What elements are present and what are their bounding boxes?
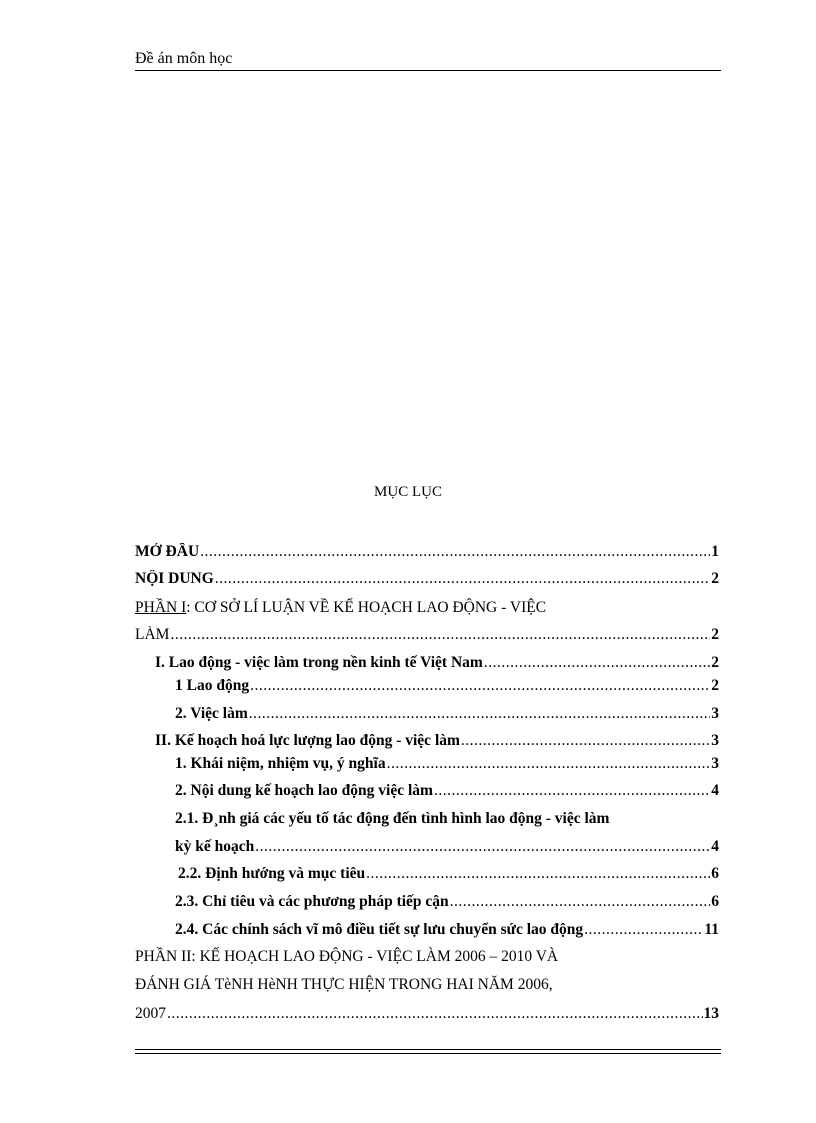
- toc-entry-text: 2007: [135, 1005, 166, 1022]
- leader-dots: [255, 838, 710, 856]
- toc-entry-text: 1 Lao động: [175, 677, 250, 694]
- toc-entry: [175, 705, 719, 723]
- toc-entry-text: I. Lao động - việc làm trong nền kinh tế Việt Nam: [155, 654, 483, 671]
- leader-dots: [387, 755, 711, 773]
- toc-entry-line1: 2.1. Đ¸nh giá các yếu tố tác động đến tình hình lao động - việc làm: [175, 810, 610, 827]
- leader-dots: [584, 921, 703, 939]
- footer-double-rule: [135, 1049, 721, 1054]
- toc-entry: [135, 543, 719, 561]
- toc-entry: [155, 732, 719, 750]
- toc-entry-text: MỞ ĐẦU: [135, 543, 200, 560]
- toc-entry: [135, 1005, 719, 1023]
- toc-entry: [175, 893, 719, 911]
- page-header: [135, 50, 721, 71]
- toc-entry-text: 2.3. Chỉ tiêu và các phương pháp tiếp cận: [175, 893, 449, 910]
- leader-dots: [200, 543, 710, 561]
- toc-entry-text: LÀM: [135, 626, 170, 643]
- toc-entry-line1: [135, 599, 719, 617]
- toc-entry-page: 4: [711, 782, 719, 799]
- toc-entry-page: 2: [711, 654, 719, 671]
- toc-entry-page: 6: [711, 893, 719, 910]
- toc-entry-page: 6: [711, 865, 719, 882]
- toc-entry: [135, 570, 719, 588]
- toc-entry-text: 2.4. Các chính sách vĩ mô điều tiết sự lưu chuyển sức lao động: [175, 921, 584, 938]
- toc-entry: [175, 677, 719, 695]
- toc-entry-page: 2: [711, 570, 719, 587]
- toc-entry-page: 11: [704, 921, 719, 938]
- toc-entry-line1: PHẦN II: KẾ HOẠCH LAO ĐỘNG - VIỆC LÀM 2006 – 2010 VÀ: [135, 948, 559, 965]
- toc-entry-text: 2. Nội dung kế hoạch lao động việc làm: [175, 782, 433, 799]
- toc-entry-page: 3: [711, 705, 719, 722]
- leader-dots: [249, 705, 711, 723]
- toc-entry-text: 2.2. Định hướng và mục tiêu: [178, 865, 366, 882]
- toc-entry-page: 4: [711, 838, 719, 855]
- toc-entry: [175, 755, 719, 773]
- toc-entry: [155, 654, 719, 672]
- toc-entry-text: NỘI DUNG: [135, 570, 214, 587]
- toc-entry-line2: ĐÁNH GIÁ TèNH HèNH THỰC HIỆN TRONG HAI NĂM 2006,: [135, 976, 553, 993]
- leader-dots: [450, 893, 711, 911]
- toc-entry-text: 2. Việc làm: [175, 705, 248, 722]
- toc-entry: [175, 921, 719, 939]
- toc-entry: [175, 838, 719, 856]
- toc-entry-page: 3: [711, 732, 719, 749]
- leader-dots: [484, 654, 710, 672]
- header-title: Đề án môn học: [135, 50, 233, 67]
- toc-entry-text: 1. Khái niệm, nhiệm vụ, ý nghĩa: [175, 755, 386, 772]
- leader-dots: [215, 570, 710, 588]
- leader-dots: [434, 782, 710, 800]
- toc-entry-text: kỳ kế hoạch: [175, 838, 255, 855]
- toc-entry-page: 2: [711, 677, 719, 694]
- toc-entry-text: : CƠ SỞ LÍ LUẬN VỀ KẾ HOẠCH LAO ĐỘNG - VIỆC: [186, 599, 547, 616]
- leader-dots: [170, 626, 710, 644]
- toc-entry-part-label: PHẦN I: [135, 599, 187, 616]
- toc-title: MỤC LỤC: [374, 484, 442, 500]
- toc-entry-page: 13: [703, 1005, 719, 1022]
- leader-dots: [250, 677, 710, 695]
- toc-entry-page: 3: [711, 755, 719, 772]
- leader-dots: [461, 732, 710, 750]
- toc-entry-page: 2: [711, 626, 719, 643]
- toc-entry: [135, 626, 719, 644]
- toc-entry: [175, 782, 719, 800]
- toc-entry: [178, 865, 719, 883]
- leader-dots: [366, 865, 710, 883]
- leader-dots: [167, 1005, 703, 1023]
- toc-entry-page: 1: [711, 543, 719, 560]
- toc-entry-text: II. Kế hoạch hoá lực lượng lao động - việc làm: [155, 732, 460, 749]
